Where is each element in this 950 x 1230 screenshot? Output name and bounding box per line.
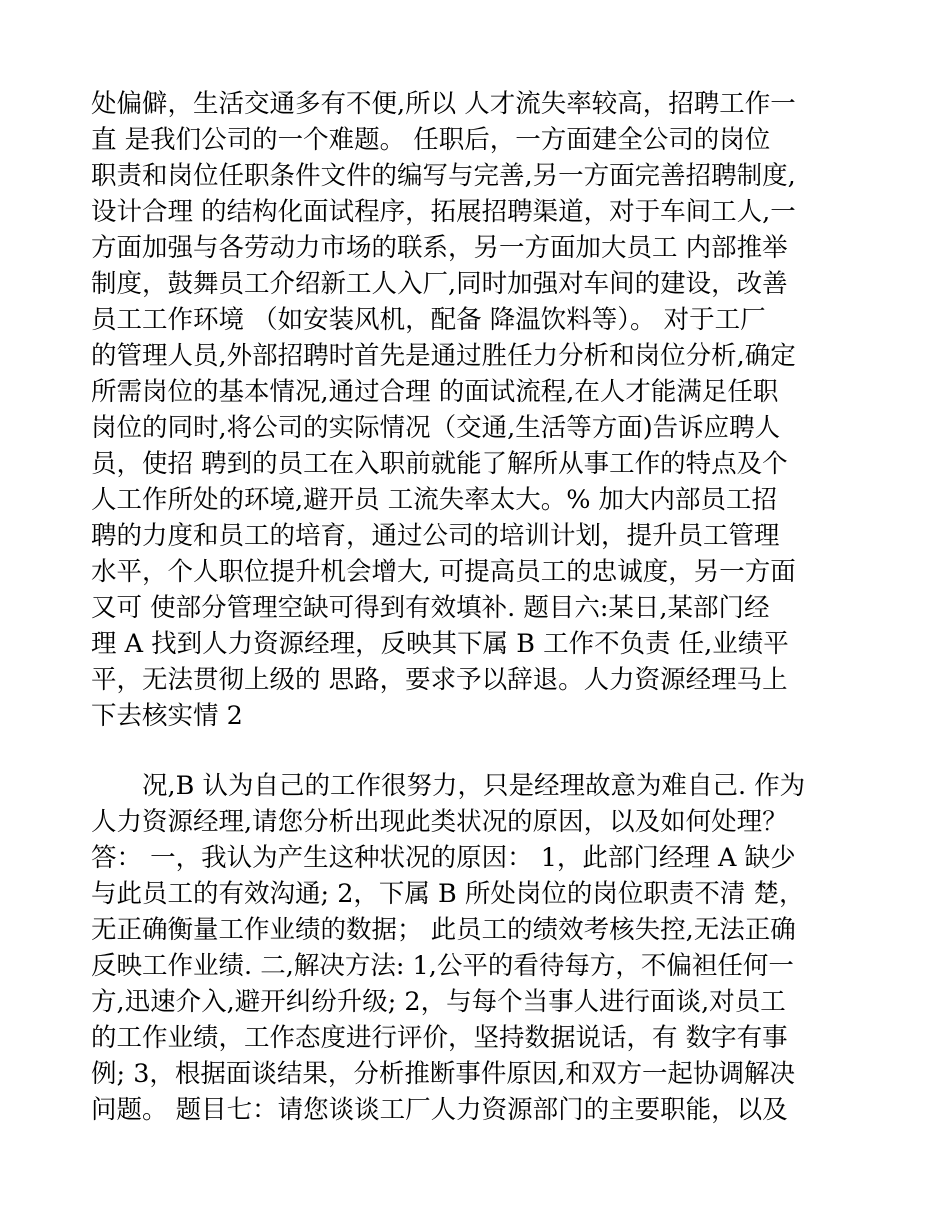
text-line: 职责和岗位任职条件文件的编写与完善,另一方面完善招聘制度, <box>91 161 796 191</box>
text-line: 直 是我们公司的一个难题。 任职后，一方面建全公司的岗位 <box>91 125 771 155</box>
text-line: 所需岗位的基本情况,通过合理 的面试流程,在人才能满足任职 <box>91 377 779 407</box>
text-line: 方,迅速介入,避开纠纷升级; 2，与每个当事人进行面谈,对员工 <box>91 987 786 1017</box>
text-line: 水平，个人职位提升机会增大, 可提高员工的忠诚度，另一方面 <box>91 557 796 587</box>
text-line: 况,B 认为自己的工作很努力，只是经理故意为难自己. 作为 <box>91 771 806 801</box>
text-line: 的管理人员,外部招聘时首先是通过胜任力分析和岗位分析,确定 <box>91 341 796 371</box>
paragraph <box>91 86 861 734</box>
text-line: 理 A 找到人力资源经理，反映其下属 B 工作不负责 任,业绩平 <box>91 629 789 659</box>
text-line: 平，无法贯彻上级的 思路，要求予以辞退。人力资源经理马上 <box>91 665 788 695</box>
text-line: 方面加强与各劳动力市场的联系，另一方面加大员工 内部推举 <box>91 233 788 263</box>
text-line: 无正确衡量工作业绩的数据； 此员工的绩效考核失控,无法正确 <box>91 915 796 945</box>
text-line: 员，使招 聘到的员工在入职前就能了解所从事工作的特点及个 <box>91 449 788 479</box>
text-line: 问题。 题目七：请您谈谈工厂人力资源部门的主要职能，以及 <box>91 1095 788 1125</box>
paragraph <box>91 768 861 1128</box>
text-line: 聘的力度和员工的培育，通过公司的培训计划，提升员工管理 <box>91 521 780 551</box>
text-line: 岗位的同时,将公司的实际情况（交通,生活等方面)告诉应聘人 <box>91 413 781 443</box>
text-line: 员工工作环境 （如安装风机，配备 降温饮料等）。 对于工厂 <box>91 305 766 335</box>
text-line: 制度，鼓舞员工介绍新工人入厂,同时加强对车间的建设，改善 <box>91 269 788 299</box>
text-line: 与此员工的有效沟通; 2，下属 B 所处岗位的岗位职责不清 楚， <box>91 879 805 909</box>
text-line: 人力资源经理,请您分析出现此类状况的原因，以及如何处理？ <box>91 807 788 837</box>
text-line: 人工作所处的环境,避开员 工流失率太大。% 加大内部员工招 <box>91 485 778 515</box>
text-line: 反映工作业绩. 二,解决方法: 1,公平的看待每方，不偏袒任何一 <box>91 951 794 981</box>
text-line: 答： 一，我认为产生这种状况的原因： 1，此部门经理 A 缺少 <box>91 843 796 873</box>
text-line: 下去核实情 2 <box>91 701 243 731</box>
text-line: 的工作业绩，工作态度进行评价，坚持数据说话，有 数字有事 <box>91 1023 788 1053</box>
text-line: 又可 使部分管理空缺可得到有效填补. 题目六:某日,某部门经 <box>91 593 770 623</box>
text-line: 例; 3，根据面谈结果，分析推断事件原因,和双方一起协调解决 <box>91 1059 796 1089</box>
text-line: 处偏僻，生活交通多有不便,所以 人才流失率较高，招聘工作一 <box>91 89 796 119</box>
text-line: 设计合理 的结构化面试程序，拓展招聘渠道，对于车间工人,一 <box>91 197 796 227</box>
